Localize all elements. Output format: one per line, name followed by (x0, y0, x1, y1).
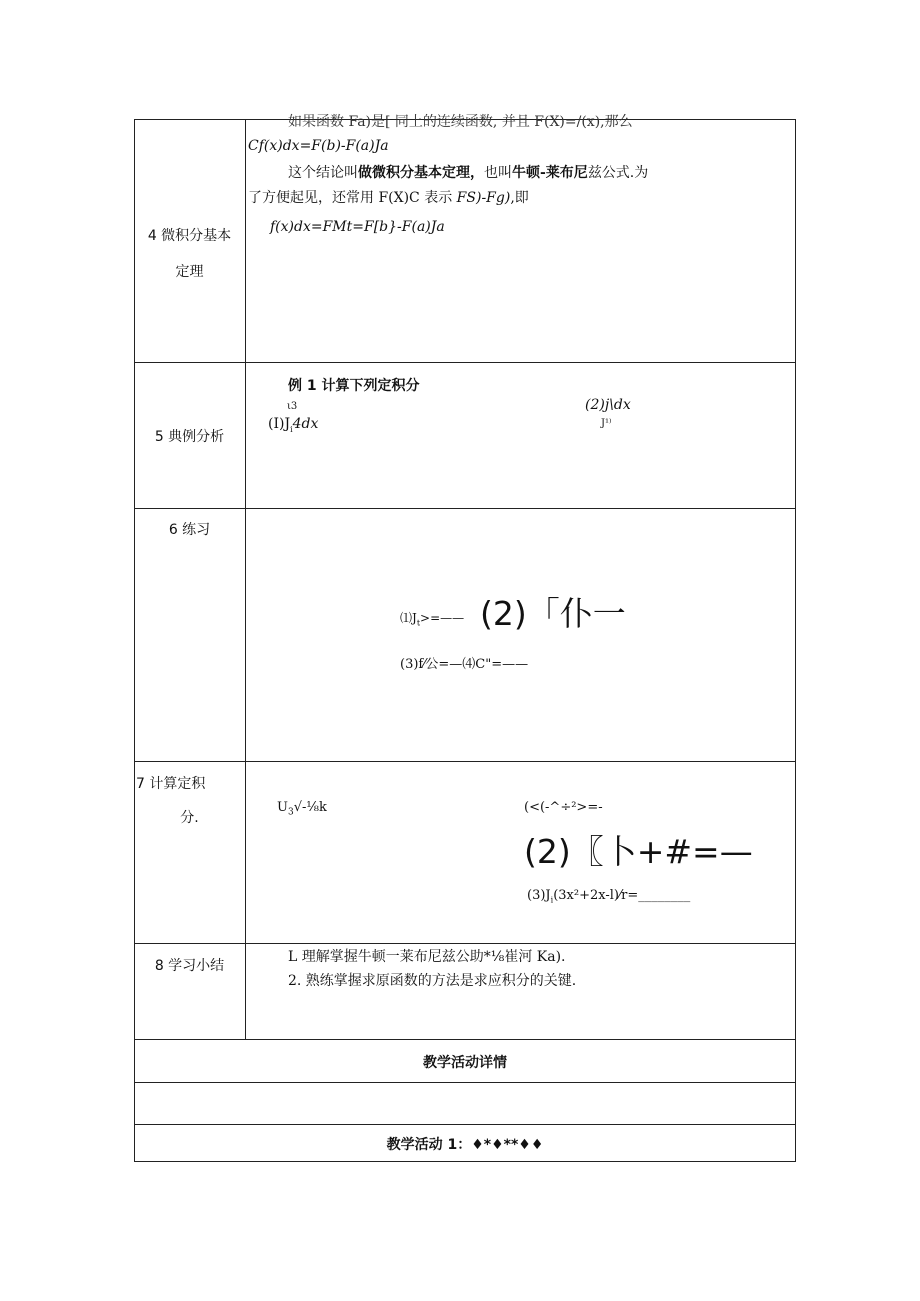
row6-item1-sub: t (416, 618, 421, 628)
row5-item1-it: 4dx (292, 416, 319, 432)
row-divider-8-header (134, 1039, 796, 1040)
row7-item3-pre: (3)J (527, 888, 551, 903)
row7-top-right: (<(-^÷²>=- (524, 800, 603, 815)
row5-title: 例 1 计算下列定积分 (288, 378, 420, 394)
row6-item1 (400, 609, 464, 627)
activity-1-header: 教学活动 1：♦*♦**♦♦ (386, 1137, 544, 1153)
row-divider-6-7 (134, 761, 796, 762)
row4-convenience-pre: 了方便起见，还常用 F(X)C 表示 (248, 190, 457, 206)
row-divider-4-5 (134, 362, 796, 363)
row6-item2: (2)「仆一 (480, 594, 626, 633)
row6-item1-small: ⑴J (400, 611, 417, 625)
row4-convenience-it: FS)-Fg) (456, 190, 511, 206)
row7-item1-sub: 3 (287, 807, 294, 818)
row4-formula2: f(x)dx=FMt=F[b}-F(a)Ja (270, 219, 445, 235)
row7-item2: (2)〖卜+#=— (524, 832, 753, 871)
activity-details-header: 教学活动详情 (423, 1055, 507, 1071)
row6-item1-rest: >=—— (420, 611, 465, 625)
row4-theorem-line (288, 162, 648, 182)
row7-item1-pre: U (277, 800, 288, 815)
row8-label: 8 学习小结 (154, 958, 225, 974)
row4-theorem-bold2: 牛顿-莱布尼 (512, 165, 588, 181)
row7-label-line1: 7 计算定积 (136, 776, 206, 792)
row5-item2: (2)j\dx (585, 397, 631, 413)
row7-item1 (277, 800, 327, 818)
table-bottom-border (134, 1161, 796, 1162)
row-divider-5-6 (134, 508, 796, 509)
label-column-divider (245, 119, 246, 1040)
row5-item1 (268, 416, 318, 434)
row5-item1-sub: i (290, 424, 293, 434)
row8-line1: L 理解掌握牛顿一莱布尼兹公助*⅛崔河 Ka). (288, 949, 566, 965)
row4-convenience-line (248, 187, 529, 207)
row7-label (134, 773, 245, 827)
row7-item3 (527, 888, 690, 905)
row4-line-top: 如果函数 Fa)是[ 同上的连续函数, 并且 F(X)=/(x),那么 (288, 114, 633, 130)
row6-label: 6 练习 (168, 522, 211, 538)
row5-label: 5 典例分析 (154, 429, 225, 445)
row7-label-line2: 分. (180, 810, 199, 826)
row-divider-7-8 (134, 943, 796, 944)
row4-convenience-post: ,即 (510, 190, 529, 206)
row4-theorem-pre: 这个结论叫 (288, 165, 358, 181)
row-divider-empty-activity (134, 1124, 796, 1125)
row-divider-header-empty (134, 1082, 796, 1083)
row4-formula1: Cf(x)dx=F(b)-F(a)Ja (248, 138, 389, 154)
row4-theorem-post: 兹公式.为 (587, 165, 649, 181)
row8-line2: 2. 熟练掌握求原函数的方法是求应积分的关键. (288, 973, 577, 989)
row7-item1-rest: √-⅛k (293, 800, 327, 815)
row4-theorem-bold1: 做微积分基本定理， (358, 165, 484, 181)
row5-sup3: ι3 (287, 401, 298, 412)
table-right-border (795, 119, 796, 1162)
row5-item2-sub: J¹⁾ (601, 418, 612, 429)
row7-item3-rest: (3x²+2x-l)⁄r=________ (553, 888, 691, 903)
row5-item1-pre: (I)J (268, 416, 291, 432)
row4-label (134, 218, 245, 290)
row6-item3: (3)f⁄公=—⑷C"=—— (400, 657, 529, 672)
row7-item3-sub: i (550, 895, 554, 905)
row4-label-line2: 定理 (175, 264, 204, 280)
row4-label-line1: 4 微积分基本 (147, 228, 232, 244)
row4-theorem-mid: 也叫 (484, 165, 512, 181)
